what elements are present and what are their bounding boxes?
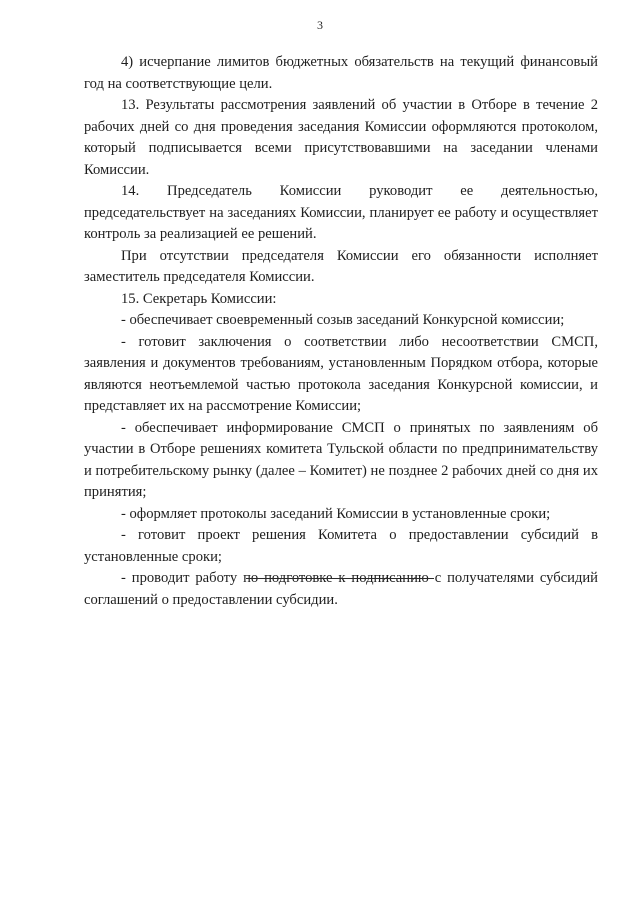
paragraph-14-deputy: При отсутствии председателя Комиссии его обязанности исполняет заместитель председателя Комиссии. xyxy=(84,247,598,285)
paragraph-13: 13. Результаты рассмотрения заявлений об участии в Отборе в течение 2 рабочих дней со дня проведения заседания Комиссии оформляются протоколом, который подписывается всеми присутствовавшими на заседании членами Комиссии. xyxy=(84,97,598,178)
paragraph-15-heading: 15. Секретарь Комиссии: xyxy=(121,290,277,307)
list-item: - обеспечивает информирование СМСП о принятых по заявлениям об участии в Отборе решениях комитета Тульской области по предпринимательству и потребительскому рынку (далее – Комитет) не позднее 2 рабочих дней со дня их принятия; xyxy=(84,419,598,500)
document-body xyxy=(84,52,598,611)
list-item: - готовит заключения о соответствии либо несоответствии СМСП, заявления и документов требованиям, установленным Порядком отбора, которые являются неотъемлемой частью протокола заседания Конкурсной комиссии, и представляет их на рассмотрение Комиссии; xyxy=(84,333,598,414)
list-item: - проводит работу по подготовке к подписанию с получателями субсидий соглашений о предоставлении субсидии. xyxy=(84,570,598,608)
list-item: - оформляет протоколы заседаний Комиссии в установленные сроки; xyxy=(121,505,551,522)
list-item: - обеспечивает своевременный созыв заседаний Конкурсной комиссии; xyxy=(121,312,565,328)
page-number: 3 xyxy=(317,18,323,32)
paragraph-item-4: 4) исчерпание лимитов бюджетных обязательств на текущий финансовый год на соответствующие цели. xyxy=(84,54,598,92)
end-divider xyxy=(246,578,434,579)
list-item: - готовит проект решения Комитета о предоставлении субсидий в установленные сроки; xyxy=(84,527,598,565)
paragraph-14: 14. Председатель Комиссии руководит ее деятельностью, председательствует на заседаниях Комиссии, планирует ее работу и осуществляет контроль за реализацией ее решений. xyxy=(84,183,598,242)
